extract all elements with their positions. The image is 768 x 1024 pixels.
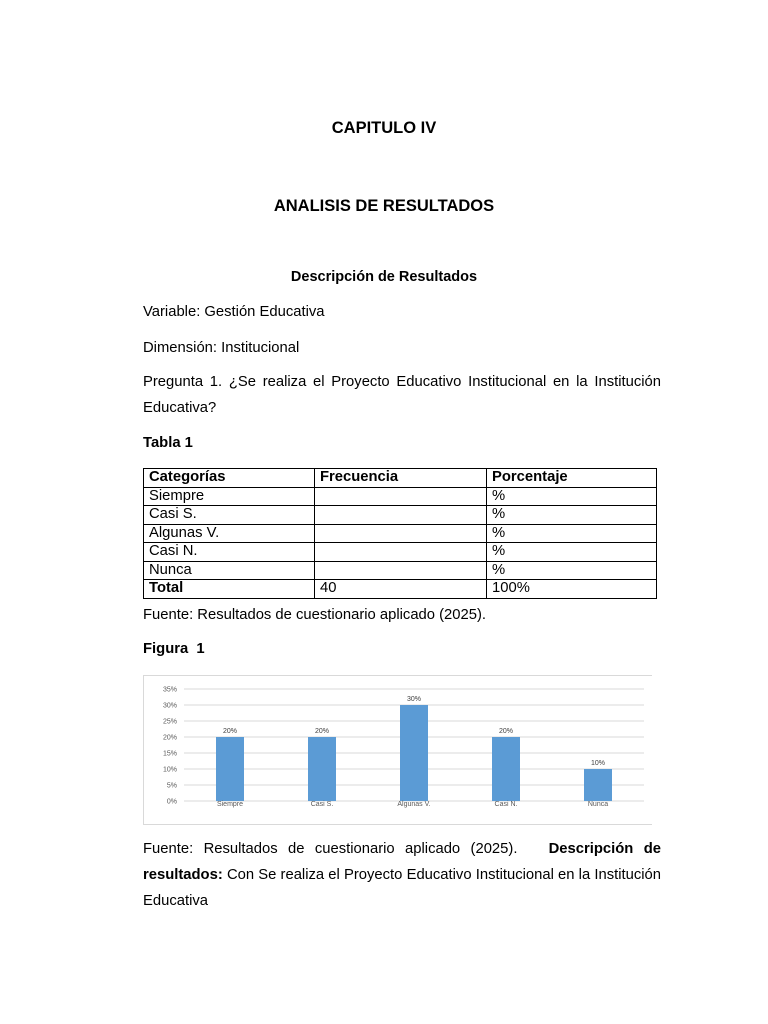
table-row (144, 487, 657, 506)
dimension-line: Dimensión: Institucional (143, 340, 300, 356)
table-cell: % (487, 561, 657, 580)
table-cell: Siempre (144, 487, 315, 506)
y-tick-label: 0% (166, 798, 177, 806)
table-cell (315, 506, 487, 525)
question-line: Pregunta 1. ¿Se realiza el Proyecto Educativo Institucional en la Institución Educativa? (143, 374, 661, 416)
table-cell (315, 487, 487, 506)
x-tick-label: Casi N. (494, 801, 518, 808)
bar (216, 737, 244, 801)
data-label: 20% (222, 728, 238, 735)
description-paragraph (143, 836, 661, 914)
chapter-title: CAPITULO IV (331, 119, 437, 137)
y-tick-label: 30% (162, 702, 177, 710)
figure-caption: Figura 1 (143, 641, 205, 657)
x-tick-label: Algunas V. (397, 801, 431, 808)
description-label: Descripción de resultados: (143, 841, 661, 883)
x-tick-label: Casi S. (310, 801, 334, 808)
bar (308, 737, 336, 801)
bar-chart (143, 675, 652, 825)
table-header-row (144, 469, 657, 488)
x-tick-label: Nunca (587, 801, 609, 808)
table-cell: Algunas V. (144, 524, 315, 543)
table-cell: Total (144, 580, 315, 599)
table-row (144, 524, 657, 543)
table-cell: Casi S. (144, 506, 315, 525)
table-cell: % (487, 524, 657, 543)
y-tick-label: 20% (162, 734, 177, 742)
y-tick-label: 15% (162, 750, 177, 758)
table-row (144, 543, 657, 562)
y-tick-label: 10% (162, 766, 177, 774)
data-label: 30% (406, 696, 422, 703)
y-tick-label: 25% (162, 718, 177, 726)
table-source: Fuente: Resultados de cuestionario aplicado (2025). (143, 607, 487, 623)
variable-line: Variable: Gestión Educativa (143, 304, 325, 320)
table-cell: Nunca (144, 561, 315, 580)
x-tick-label: Siempre (216, 801, 244, 808)
table-cell (315, 524, 487, 543)
figure-source: Fuente: Resultados de cuestionario aplicado (2025). (143, 841, 518, 857)
table-header-cell: Categorías (144, 469, 315, 488)
table-cell (315, 543, 487, 562)
bar-chart-svg (144, 676, 652, 824)
table-cell (315, 561, 487, 580)
y-tick-label: 5% (166, 782, 177, 790)
table-cell: 40 (315, 580, 487, 599)
table-row (144, 506, 657, 525)
data-label: 20% (498, 728, 514, 735)
table-row (144, 561, 657, 580)
table-cell: % (487, 487, 657, 506)
table-total-row (144, 580, 657, 599)
y-tick-label: 35% (162, 686, 177, 694)
bar (584, 769, 612, 801)
table-cell: Casi N. (144, 543, 315, 562)
table-cell: % (487, 543, 657, 562)
table-caption: Tabla 1 (143, 435, 193, 451)
section-title: ANALISIS DE RESULTADOS (273, 197, 495, 215)
table-cell: 100% (487, 580, 657, 599)
table-header-cell: Porcentaje (487, 469, 657, 488)
table-cell: % (487, 506, 657, 525)
results-table (143, 468, 657, 599)
data-label: 20% (314, 728, 330, 735)
subsection-title: Descripción de Resultados (290, 269, 478, 285)
bar (492, 737, 520, 801)
data-label: 10% (590, 760, 606, 767)
description-text: Con Se realiza el Proyecto Educativo Institucional en la Institución Educativa (143, 867, 661, 909)
bar (400, 705, 428, 801)
table-header-cell: Frecuencia (315, 469, 487, 488)
